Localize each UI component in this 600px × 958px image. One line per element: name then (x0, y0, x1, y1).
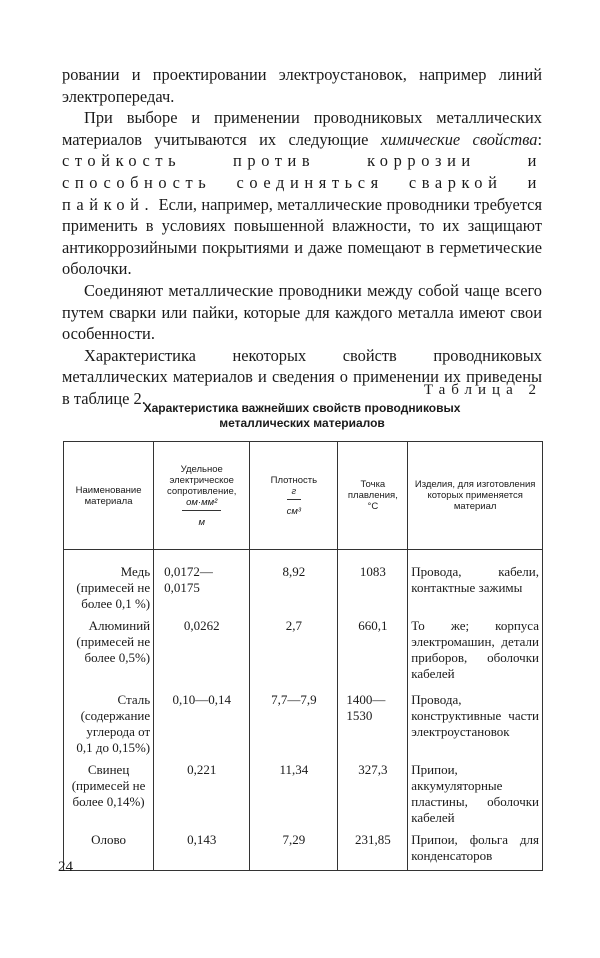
paragraph-4: Характеристика некоторых свойств проводниковых металлических материалов и сведения о применении их приведены в таблице 2. (62, 345, 542, 408)
cell-resistivity: 0,221 (154, 756, 250, 826)
density-unit-den: см³ (286, 505, 302, 517)
paragraph-2-spaced: стойкость против коррозии и способность соединяться сваркой и пайкой. (62, 151, 542, 214)
cell-melting: 1083 (338, 550, 408, 613)
resistivity-unit-num: ом·мм² (182, 497, 221, 511)
header-density-label: Плотность (270, 474, 318, 486)
cell-name: Олово (64, 826, 154, 871)
cell-density: 2,7 (250, 612, 338, 682)
cell-resistivity: 0,0172—0,0175 (154, 550, 250, 613)
cell-name: Алюминий (примесей не более 0,5%) (64, 612, 154, 682)
cell-melting: 231,85 (338, 826, 408, 871)
page-number: 24 (58, 859, 73, 875)
paragraph-2-italic: химические свойства (380, 129, 538, 149)
cell-melting: 1400—1530 (338, 682, 408, 756)
table-title (62, 401, 542, 431)
paragraph-2 (62, 107, 542, 280)
table-label: Таблица 2 (423, 382, 542, 398)
cell-resistivity: 0,0262 (154, 612, 250, 682)
cell-name: Свинец (примесей не более 0,14%) (64, 756, 154, 826)
cell-density: 8,92 (250, 550, 338, 613)
paragraph-1: ровании и проектировании электроустановок, например линий электропередач. (62, 65, 542, 106)
header-resistivity-label: Удельное электрическое сопротивление, (167, 463, 237, 497)
header-name: Наименование материала (64, 442, 154, 550)
table-row (64, 550, 543, 613)
header-resistivity (154, 442, 250, 550)
cell-density: 7,29 (250, 826, 338, 871)
cell-resistivity: 0,10—0,14 (154, 682, 250, 756)
header-melting: Точка плавления, °С (338, 442, 408, 550)
cell-name: Сталь (содержание углерода от 0,1 до 0,15%) (64, 682, 154, 756)
table-row (64, 612, 543, 682)
header-density (250, 442, 338, 550)
header-usage: Изделия, для изготовления которых применяется материал (408, 442, 543, 550)
paragraph-2-text-a: При выборе и применении проводниковых металлических материалов учитываются их следующие (62, 108, 542, 149)
table-row (64, 756, 543, 826)
density-unit-num: г (287, 486, 301, 500)
paragraph-2-text-b: : (537, 129, 542, 149)
cell-usage: То же; корпуса электромашин, детали приборов, оболочки кабелей (408, 612, 543, 682)
density-unit (287, 486, 301, 517)
cell-resistivity: 0,143 (154, 826, 250, 871)
paragraph-3: Соединяют металлические проводники между собой чаще всего путем сварки или пайки, которые для каждого металла имеют свои особенности. (62, 280, 542, 344)
cell-usage: Провода, конструктивные части электроустановок (408, 682, 543, 756)
cell-name: Медь (примесей не более 0,1 %) (64, 550, 154, 613)
cell-melting: 327,3 (338, 756, 408, 826)
resistivity-unit (182, 497, 221, 528)
table-row (64, 682, 543, 756)
cell-density: 11,34 (250, 756, 338, 826)
properties-table (63, 441, 543, 871)
table-header-row (64, 442, 543, 550)
cell-density: 7,7—7,9 (250, 682, 338, 756)
table-title-line-2: металлических материалов (219, 416, 385, 430)
body-text (62, 64, 542, 410)
resistivity-unit-den: м (198, 516, 205, 528)
cell-usage: Припои, фольга для конденсаторов (408, 826, 543, 871)
table-title-line-1: Характеристика важнейших свойств проводниковых (143, 401, 461, 415)
cell-usage: Припои, аккумуляторные пластины, оболочки кабелей (408, 756, 543, 826)
paragraph-2-text-c: Если, например, металлические проводники требуется применить в условиях повышенной влажности, то их защищают антикоррозийными покрытиями и даже помещают в герметические оболочки. (62, 194, 542, 279)
table-row (64, 826, 543, 871)
cell-melting: 660,1 (338, 612, 408, 682)
cell-usage: Провода, кабели, контактные зажимы (408, 550, 543, 613)
